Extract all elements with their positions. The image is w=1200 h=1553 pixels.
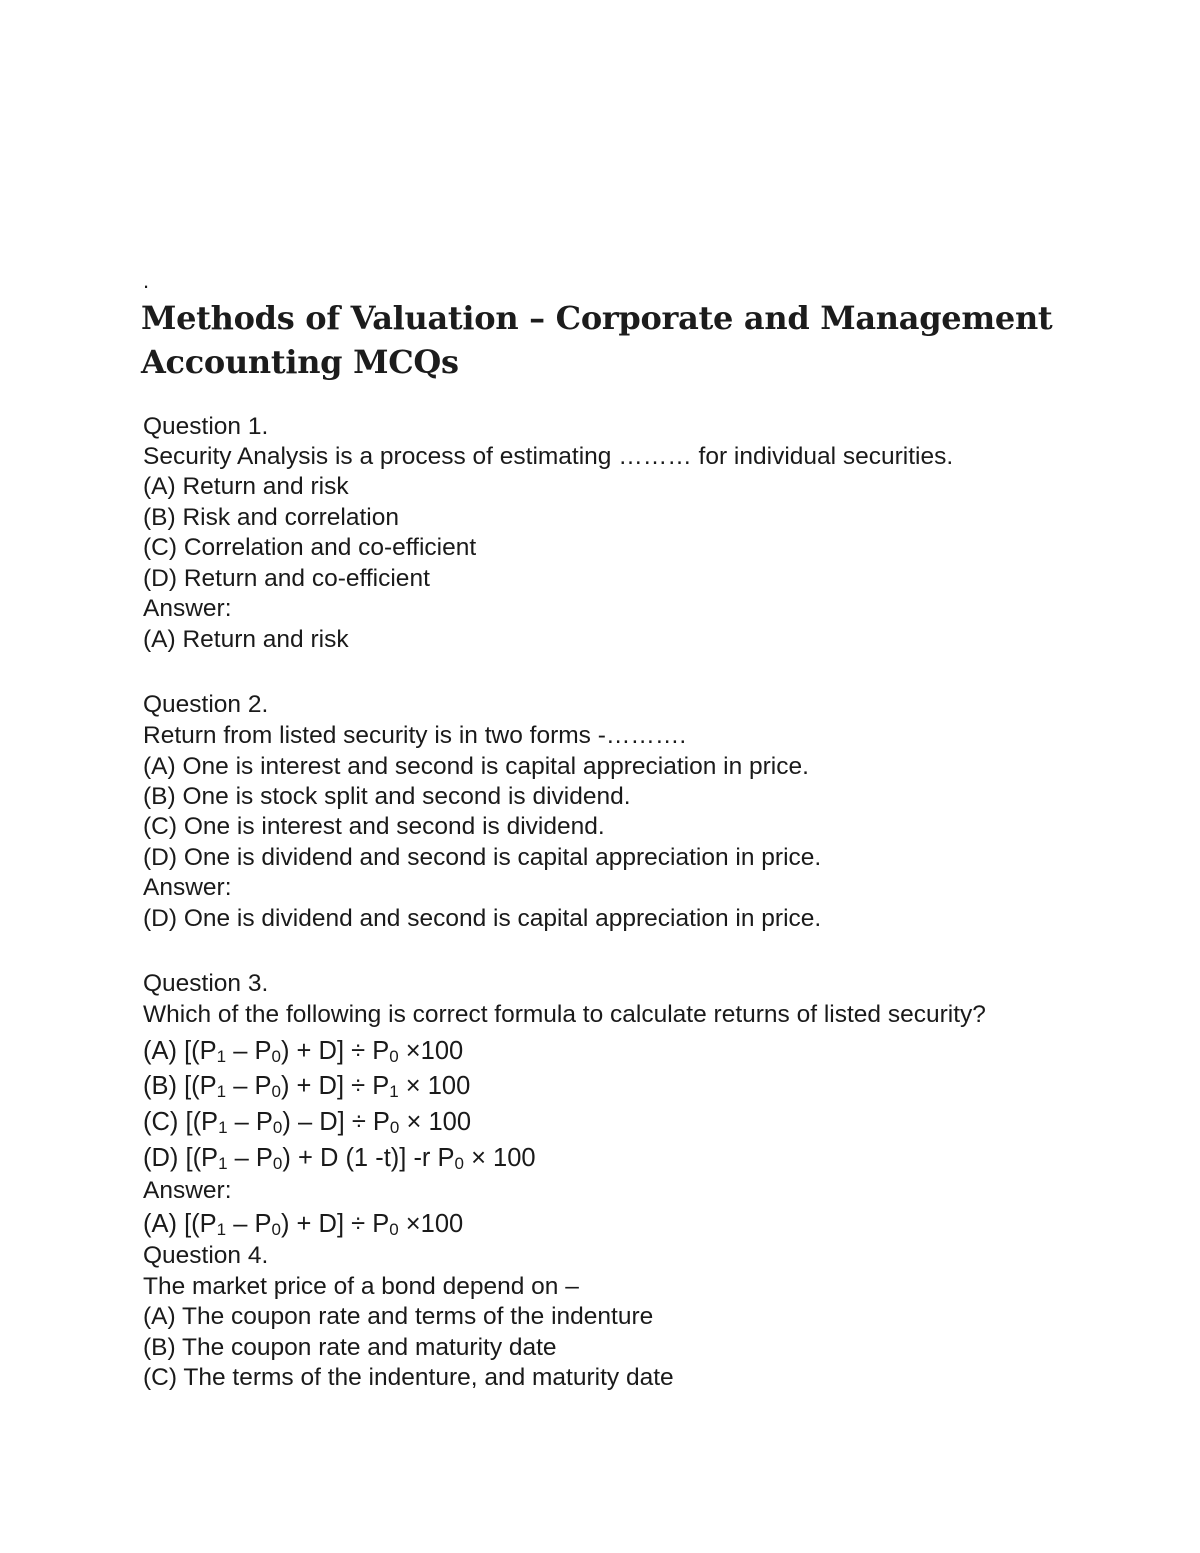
q2-option-b: (B) One is stock split and second is dividend.	[143, 783, 631, 810]
q3-answer: (A) $[(P_1 - P_0) + D] \div P_0 \times 100$	[143, 1210, 464, 1239]
q3-answer-label: Answer:	[143, 1177, 232, 1204]
q3-heading: Question 3.	[143, 970, 269, 997]
q4-option-a: (A) The coupon rate and terms of the indenture	[143, 1303, 654, 1330]
q1-option-a: (A) Return and risk	[143, 473, 349, 500]
q4-text: The market price of a bond depend on –	[143, 1273, 579, 1300]
q1-option-b: (B) Risk and correlation	[143, 504, 399, 531]
q2-heading: Question 2.	[143, 691, 269, 718]
q1-answer: (A) Return and risk	[143, 626, 349, 653]
q3-option-b: (B) $[(P_1 - P_0) + D] \div P_1 \times 100$	[143, 1072, 471, 1101]
q2-text: Return from listed security is in two forms -……….	[143, 722, 687, 749]
q3-text: Which of the following is correct formula to calculate returns of listed security?	[143, 1001, 986, 1028]
page-title	[141, 296, 1141, 384]
q1-text: Security Analysis is a process of estimating ……… for individual securities.	[143, 443, 954, 470]
q2-answer: (D) One is dividend and second is capital appreciation in price.	[143, 905, 822, 932]
lead-dot: .	[143, 268, 150, 293]
q2-option-a: (A) One is interest and second is capital appreciation in price.	[143, 753, 809, 780]
title-line-1: Methods of Valuation – Corporate and Management	[141, 299, 1053, 337]
q1-answer-label: Answer:	[143, 595, 232, 622]
q4-option-b: (B) The coupon rate and maturity date	[143, 1334, 557, 1361]
q2-option-c: (C) One is interest and second is dividend.	[143, 813, 605, 840]
q2-answer-label: Answer:	[143, 874, 232, 901]
q3-option-c: (C) $[(P_1 - P_0) - D] \div P_0 \times 100$	[143, 1108, 471, 1137]
q4-option-c: (C) The terms of the indenture, and maturity date	[143, 1364, 674, 1391]
q3-option-d: (D) [$(P_1 - P_0) + D$ (1 -t)] -r $P_0 \times 100$	[143, 1144, 536, 1173]
q4-heading: Question 4.	[143, 1242, 269, 1269]
title-line-2: Accounting MCQs	[141, 343, 459, 381]
q1-option-c: (C) Correlation and co-efficient	[143, 534, 477, 561]
q1-heading: Question 1.	[143, 413, 269, 440]
q1-option-d: (D) Return and co-efficient	[143, 565, 430, 592]
q3-option-a: (A) $[(P_1 - P_0) + D] \div P_0 \times 100$	[143, 1037, 464, 1066]
q2-option-d: (D) One is dividend and second is capital appreciation in price.	[143, 844, 822, 871]
